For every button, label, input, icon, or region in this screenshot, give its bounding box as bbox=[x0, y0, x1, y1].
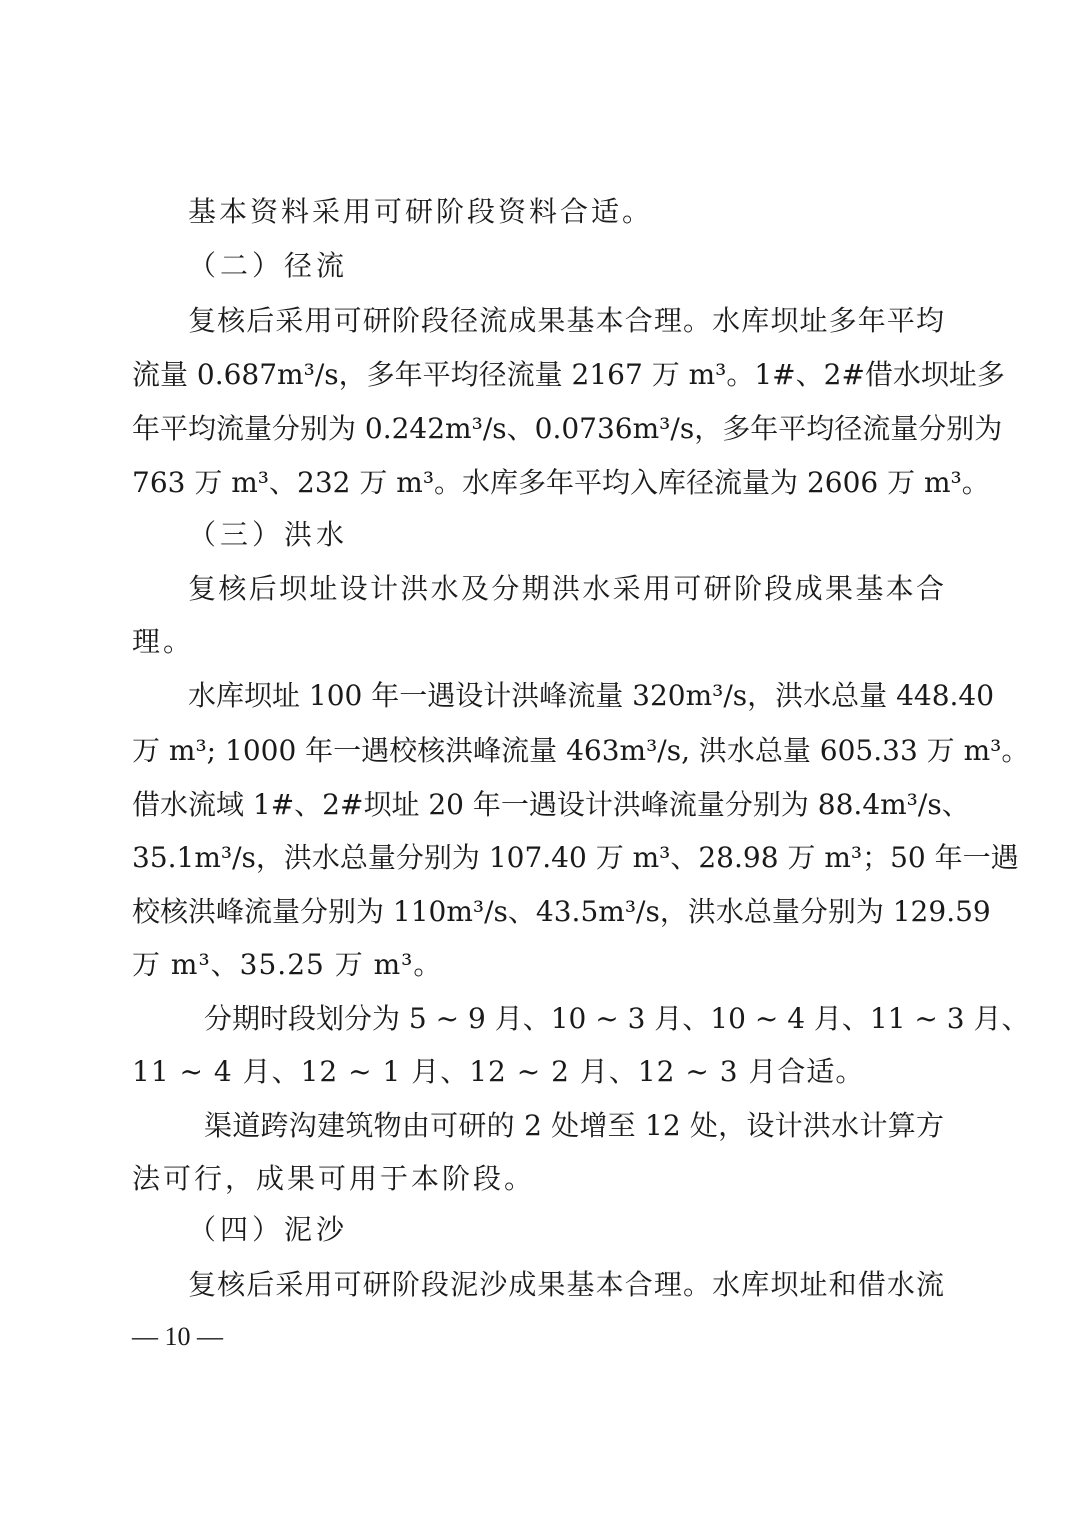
paragraph-line: 年平均流量分别为 0.242m³/s、0.0736m³/s，多年平均径流量分别为 bbox=[132, 412, 1003, 445]
paragraph-line: 校核洪峰流量分别为 110m³/s、43.5m³/s，洪水总量分别为 129.59 bbox=[132, 895, 991, 928]
paragraph-line: 渠道跨沟建筑物由可研的 2 处增至 12 处，设计洪水计算方 bbox=[204, 1109, 944, 1142]
page-number: — 10 — bbox=[132, 1322, 223, 1351]
paragraph-line: 万 m³; 1000 年一遇校核洪峰流量 463m³/s, 洪水总量 605.33 万 m³。 bbox=[132, 734, 1030, 767]
paragraph-line: 万 m³、35.25 万 m³。 bbox=[132, 948, 443, 981]
paragraph-line: 理。 bbox=[132, 625, 195, 658]
paragraph-line: 借水流域 1#、2#坝址 20 年一遇设计洪峰流量分别为 88.4m³/s、 bbox=[132, 788, 970, 821]
paragraph-line: 11 ~ 4 月、12 ~ 1 月、12 ~ 2 月、12 ~ 3 月合适。 bbox=[132, 1055, 865, 1088]
paragraph-line: 复核后采用可研阶段径流成果基本合理。水库坝址多年平均 bbox=[188, 304, 944, 337]
paragraph-line: 分期时段划分为 5 ~ 9 月、10 ~ 3 月、10 ~ 4 月、11 ~ 3 月、 bbox=[204, 1002, 1030, 1035]
paragraph-line: 763 万 m³、232 万 m³。水库多年平均入库径流量为 2606 万 m³。 bbox=[132, 466, 990, 499]
paragraph-line: 35.1m³/s，洪水总量分别为 107.40 万 m³、28.98 万 m³；50 年一遇 bbox=[132, 841, 1019, 874]
section-heading-sediment: （四）泥沙 bbox=[188, 1213, 349, 1246]
section-heading-flood: （三）洪水 bbox=[188, 518, 349, 551]
paragraph-line: 复核后采用可研阶段泥沙成果基本合理。水库坝址和借水流 bbox=[188, 1268, 944, 1301]
paragraph-line: 复核后坝址设计洪水及分期洪水采用可研阶段成果基本合 bbox=[188, 572, 944, 605]
paragraph-line: 法可行，成果可用于本阶段。 bbox=[132, 1162, 536, 1195]
paragraph-line: 水库坝址 100 年一遇设计洪峰流量 320m³/s，洪水总量 448.40 bbox=[188, 679, 995, 712]
paragraph-line: 基本资料采用可研阶段资料合适。 bbox=[188, 195, 654, 228]
paragraph-line: 流量 0.687m³/s，多年平均径流量 2167 万 m³。1#、2#借水坝址多 bbox=[132, 358, 1005, 391]
section-heading-runoff: （二）径流 bbox=[188, 249, 349, 282]
